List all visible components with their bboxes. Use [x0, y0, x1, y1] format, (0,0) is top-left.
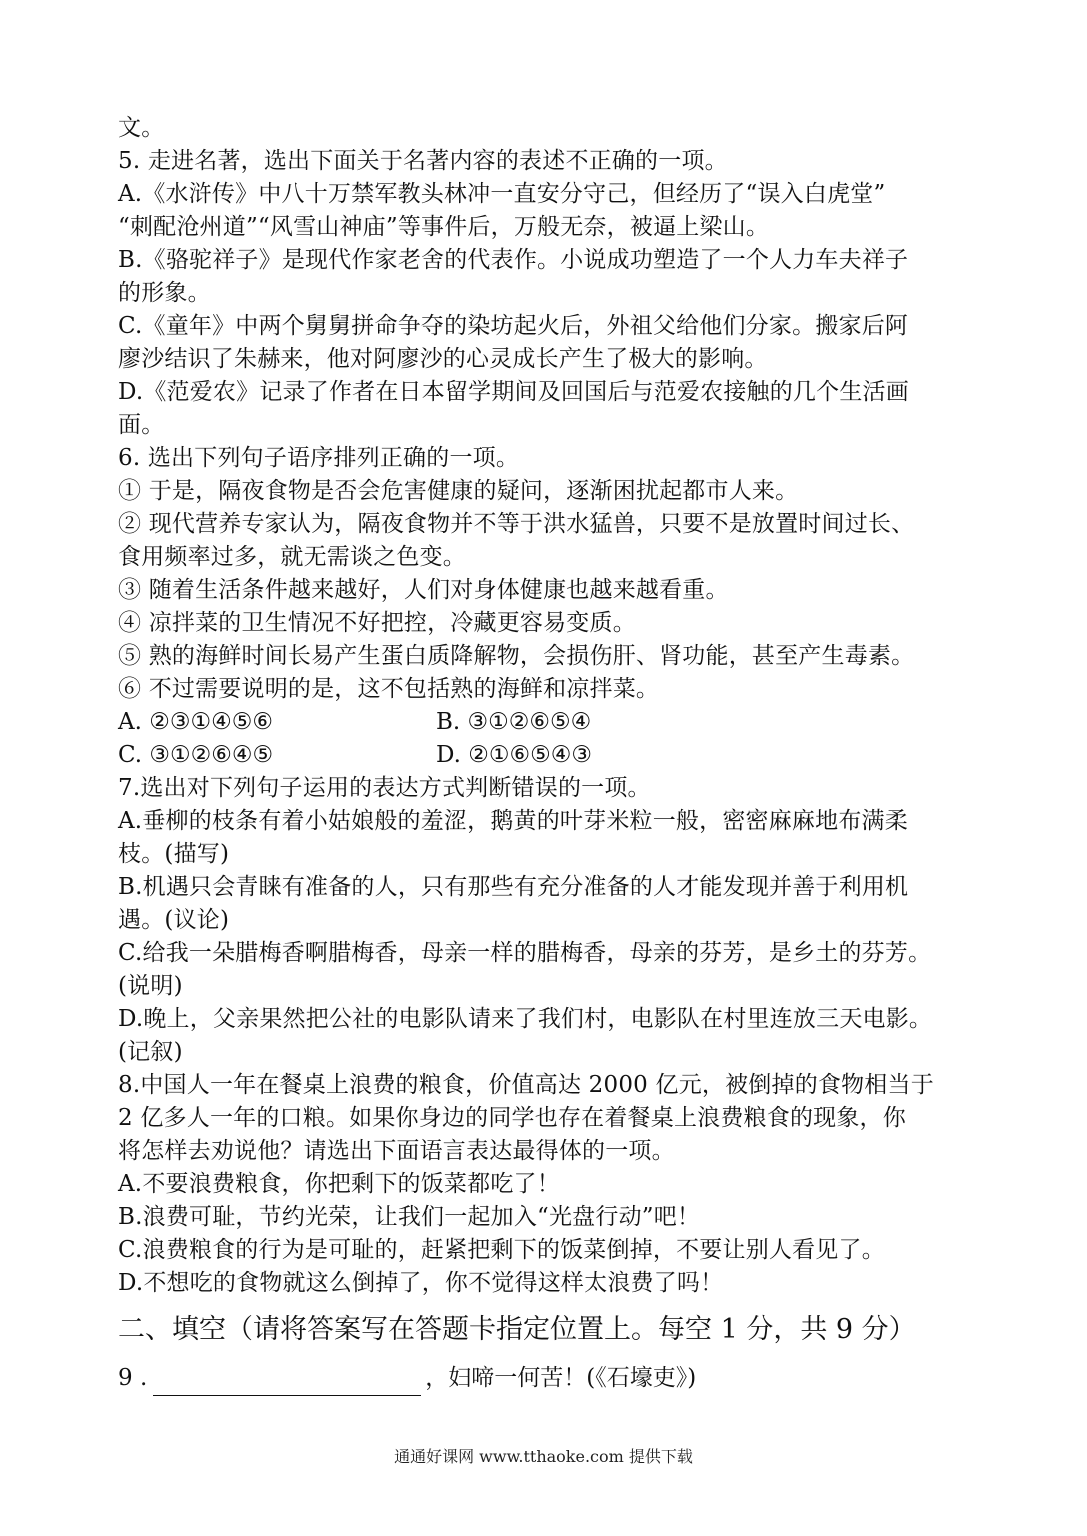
question-8-stem-line3: 将怎样去劝说他？请选出下面语言表达最得体的一项。 — [118, 1138, 675, 1164]
q7-option-a-line2: 枝。(描写) — [118, 841, 230, 867]
q5-option-c-line2: 廖沙结识了朱赫来，他对阿廖沙的心灵成长产生了极大的影响。 — [118, 346, 768, 372]
q6-option-b: B. ③①②⑥⑤④ — [436, 709, 592, 735]
q6-sentence-2-line1: ② 现代营养专家认为，隔夜食物并不等于洪水猛兽，只要不是放置时间过长、 — [118, 511, 915, 537]
q7-option-d-line2: (记叙) — [118, 1039, 183, 1065]
q8-option-b: B.浪费可耻，节约光荣，让我们一起加入“光盘行动”吧！ — [118, 1204, 701, 1230]
q6-sentence-6: ⑥ 不过需要说明的是，这不包括熟的海鲜和凉拌菜。 — [118, 676, 660, 702]
page-footer: 通通好课网 www.tthaoke.com 提供下载 — [394, 1447, 693, 1466]
exam-page — [118, 112, 978, 1396]
q7-option-c-line1: C.给我一朵腊梅香啊腊梅香，母亲一样的腊梅香，母亲的芬芳，是乡土的芬芳。 — [118, 940, 932, 966]
question-8-stem-line2: 2 亿多人一年的口粮。如果你身边的同学也存在着餐桌上浪费粮食的现象，你 — [118, 1105, 906, 1131]
section-2-title: 二、填空（请将答案写在答题卡指定位置上。每空 1 分，共 9 分） — [118, 1314, 916, 1345]
question-8-stem-line1: 8.中国人一年在餐桌上浪费的粮食，价值高达 2000 亿元，被倒掉的食物相当于 — [118, 1072, 934, 1098]
q6-sentence-1: ① 于是，隔夜食物是否会危害健康的疑问，逐渐困扰起都市人来。 — [118, 478, 799, 504]
question-7-stem: 7.选出对下列句子运用的表达方式判断错误的一项。 — [118, 775, 651, 801]
q9-text: ，妇啼一何苦！(《石壕吏》) — [425, 1365, 697, 1391]
q6-option-d: D. ②①⑥⑤④③ — [436, 742, 592, 768]
q6-options-row-2 — [118, 739, 978, 772]
q5-option-a-line2: “刺配沧州道”“风雪山神庙”等事件后，万般无奈，被逼上梁山。 — [118, 214, 770, 240]
q6-option-c: C. ③①②⑥④⑤ — [118, 742, 274, 768]
q7-option-c-line2: (说明) — [118, 973, 183, 999]
question-6-stem: 6. 选出下列句子语序排列正确的一项。 — [118, 445, 520, 471]
question-9 — [118, 1360, 978, 1396]
q7-option-a-line1: A.垂柳的枝条有着小姑娘般的羞涩，鹅黄的叶芽米粒一般，密密麻麻地布满柔 — [118, 808, 908, 834]
q5-option-b-line2: 的形象。 — [118, 280, 211, 306]
q7-option-d-line1: D.晚上，父亲果然把公社的电影队请来了我们村，电影队在村里连放三天电影。 — [118, 1006, 933, 1032]
q7-option-b-line1: B.机遇只会青睐有准备的人，只有那些有充分准备的人才能发现并善于利用机 — [118, 874, 909, 900]
q6-options-row-1 — [118, 706, 978, 739]
q6-sentence-4: ④ 凉拌菜的卫生情况不好把控，冷藏更容易变质。 — [118, 610, 636, 636]
q5-option-b-line1: B.《骆驼祥子》是现代作家老舍的代表作。小说成功塑造了一个人力车夫祥子 — [118, 247, 909, 273]
q8-option-d: D.不想吃的食物就这么倒掉了，你不觉得这样太浪费了吗！ — [118, 1270, 724, 1296]
q6-sentence-3: ③ 随着生活条件越来越好，人们对身体健康也越来越看重。 — [118, 577, 729, 603]
q9-answer-blank[interactable] — [153, 1369, 421, 1396]
question-5-stem: 5. 走进名著，选出下面关于名著内容的表述不正确的一项。 — [118, 148, 728, 174]
q5-option-d-line1: D.《范爱农》记录了作者在日本留学期间及回国后与范爱农接触的几个生活画 — [118, 379, 909, 405]
q5-option-d-line2: 面。 — [118, 412, 165, 438]
q7-option-b-line2: 遇。(议论) — [118, 907, 230, 933]
q8-option-a: A.不要浪费粮食，你把剩下的饭菜都吃了！ — [118, 1171, 560, 1197]
text-line: 文。 — [118, 115, 165, 141]
q6-sentence-5: ⑤ 熟的海鲜时间长易产生蛋白质降解物，会损伤肝、肾功能，甚至产生毒素。 — [118, 643, 915, 669]
q5-option-c-line1: C.《童年》中两个舅舅拼命争夺的染坊起火后，外祖父给他们分家。搬家后阿 — [118, 313, 909, 339]
q8-option-c: C.浪费粮食的行为是可耻的，赶紧把剩下的饭菜倒掉，不要让别人看见了。 — [118, 1237, 885, 1263]
q6-option-a: A. ②③①④⑤⑥ — [118, 709, 273, 735]
q9-number: 9 . — [118, 1365, 148, 1391]
q5-option-a-line1: A.《水浒传》中八十万禁军教头林冲一直安分守己，但经历了“误入白虎堂” — [118, 181, 886, 207]
q6-sentence-2-line2: 食用频率过多，就无需谈之色变。 — [118, 544, 466, 570]
